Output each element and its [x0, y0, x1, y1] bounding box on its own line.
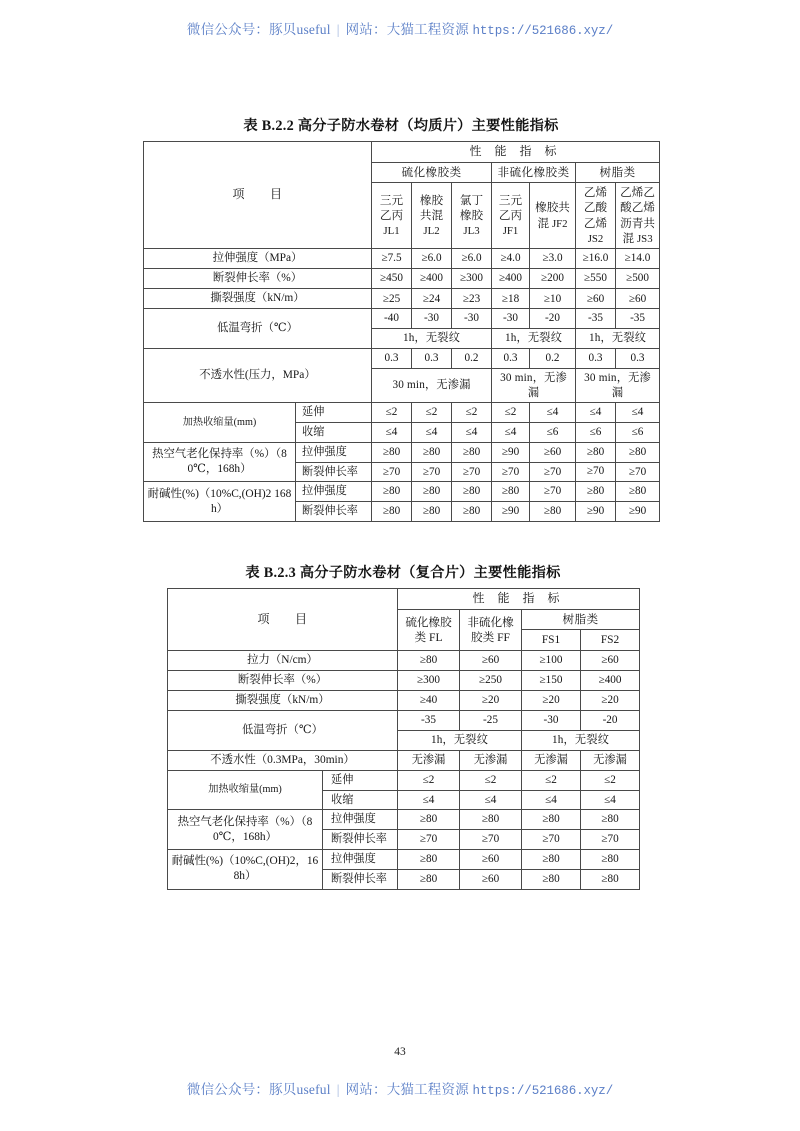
cell-value: ≥70 — [398, 830, 460, 850]
cell-value: ≥80 — [452, 482, 492, 502]
cell-value: ≥20 — [460, 691, 522, 711]
row-label: 耐碱性(%)（10%C,(OH)2 168h） — [144, 482, 296, 522]
sub-row-label: 断裂伸长率 — [323, 830, 398, 850]
column-code: JF2 — [551, 217, 568, 230]
cell-value: ≥24 — [412, 289, 452, 309]
watermark-separator: | — [336, 22, 340, 37]
cell-value: ≤4 — [522, 790, 581, 810]
cell-value: ≥70 — [616, 462, 660, 482]
column-code: 胶类 FF — [471, 631, 510, 644]
cell-value: ≥450 — [372, 269, 412, 289]
cell-value: ≥60 — [616, 289, 660, 309]
cell-value: 0.3 — [372, 349, 412, 369]
cell-value: ≤2 — [412, 403, 452, 423]
sub-row-label: 拉伸强度 — [323, 810, 398, 830]
cell-value: 0.2 — [452, 349, 492, 369]
table-row — [144, 269, 660, 289]
column-code: JS3 — [636, 233, 653, 246]
item-column-header: 项 目 — [168, 589, 398, 651]
site-value: 大猫工程资源 — [386, 22, 469, 37]
sub-row-label: 延伸 — [323, 770, 398, 790]
cell-value: ≥400 — [492, 269, 530, 289]
column-header-fs2 — [581, 630, 640, 651]
cell-value: ≥4.0 — [492, 249, 530, 269]
row-label: 断裂伸长率（%） — [144, 269, 372, 289]
cell-value: ≤2 — [492, 403, 530, 423]
cell-value: ≤2 — [372, 403, 412, 423]
table-row — [144, 142, 660, 163]
cell-value: -35 — [616, 309, 660, 329]
site-url: https://521686.xyz/ — [472, 1084, 614, 1098]
wechat-label: 微信公众号： — [186, 1082, 270, 1097]
site-label: 网站： — [345, 22, 387, 37]
cell-value: ≥70 — [581, 830, 640, 850]
cell-value: -30 — [412, 309, 452, 329]
table-row — [144, 289, 660, 309]
cell-note: 1h，无裂纹 — [522, 731, 640, 751]
cell-value: ≥70 — [522, 830, 581, 850]
cell-value: ≥500 — [616, 269, 660, 289]
group-header-resin: 树脂类 — [522, 609, 640, 629]
table-b23 — [167, 588, 640, 890]
cell-value: 无渗漏 — [398, 750, 460, 770]
cell-value: -30 — [522, 711, 581, 731]
header-watermark — [0, 18, 800, 38]
cell-value: ≥80 — [492, 482, 530, 502]
cell-value: ≤2 — [522, 770, 581, 790]
cell-value: ≥90 — [576, 502, 616, 522]
table-row — [144, 309, 660, 329]
row-label: 撕裂强度（kN/m） — [144, 289, 372, 309]
cell-value: ≤4 — [460, 790, 522, 810]
cell-value: ≤2 — [452, 403, 492, 423]
performance-header: 性 能 指 标 — [398, 589, 640, 610]
group-header-resin: 树脂类 — [576, 162, 660, 182]
group-header-vulcanized: 硫化橡胶类 — [372, 162, 492, 182]
column-code: 类 FL — [414, 631, 443, 644]
group-header-nonvulcanized: 非硫化橡胶类 — [492, 162, 576, 182]
row-label: 加热收缩量(mm) — [168, 770, 323, 810]
cell-value: ≥400 — [412, 269, 452, 289]
cell-value: ≥80 — [460, 810, 522, 830]
cell-value: ≥80 — [412, 502, 452, 522]
sub-row-label: 拉伸强度 — [296, 442, 372, 462]
cell-value: ≥10 — [530, 289, 576, 309]
sub-row-label: 延伸 — [296, 403, 372, 423]
table-row — [144, 349, 660, 369]
cell-value: ≥80 — [581, 810, 640, 830]
cell-value: ≥70 — [530, 462, 576, 482]
row-label: 耐碱性(%)（10%C,(OH)2，168h） — [168, 850, 323, 890]
cell-value: -20 — [581, 711, 640, 731]
cell-value: ≥70 — [492, 462, 530, 482]
cell-value: ≤2 — [460, 770, 522, 790]
cell-value: -25 — [460, 711, 522, 731]
sub-row-label: 断裂伸长率 — [296, 502, 372, 522]
row-label: 低温弯折（℃） — [168, 711, 398, 751]
cell-value: ≥80 — [412, 482, 452, 502]
cell-value: ≥550 — [576, 269, 616, 289]
cell-value: ≥250 — [460, 671, 522, 691]
cell-value: ≥25 — [372, 289, 412, 309]
cell-value: ≥80 — [452, 502, 492, 522]
cell-value: 无渗漏 — [522, 750, 581, 770]
table-row — [168, 770, 640, 790]
cell-value: ≤4 — [412, 423, 452, 443]
column-header-jf2 — [530, 183, 576, 249]
footer-watermark — [0, 1078, 800, 1098]
column-code: JS2 — [587, 233, 604, 246]
cell-value: ≥100 — [522, 651, 581, 671]
cell-value: 0.3 — [412, 349, 452, 369]
cell-value: ≥80 — [372, 482, 412, 502]
cell-value: ≥70 — [460, 830, 522, 850]
cell-value: ≥300 — [452, 269, 492, 289]
cell-value: ≥6.0 — [412, 249, 452, 269]
column-name: 橡胶共混 — [419, 193, 444, 223]
cell-value: ≤2 — [581, 770, 640, 790]
cell-value: ≥80 — [398, 810, 460, 830]
column-header-jl1 — [372, 183, 412, 249]
cell-value: ≥80 — [398, 651, 460, 671]
cell-note: 1h，无裂纹 — [492, 329, 576, 349]
cell-value: 0.3 — [576, 349, 616, 369]
cell-value: ≥80 — [452, 442, 492, 462]
cell-value: ≥60 — [581, 651, 640, 671]
cell-value: ≥90 — [492, 502, 530, 522]
cell-value: ≤6 — [530, 423, 576, 443]
column-code: JL3 — [463, 225, 480, 238]
row-label: 热空气老化保持率（%）（80℃，168h） — [144, 442, 296, 482]
cell-value: -35 — [576, 309, 616, 329]
cell-value: ≤4 — [398, 790, 460, 810]
wechat-label: 微信公众号： — [186, 22, 270, 37]
cell-value: ≥200 — [530, 269, 576, 289]
row-label: 不透水性(压力，MPa） — [144, 349, 372, 403]
row-label: 断裂伸长率（%） — [168, 671, 398, 691]
table-row — [168, 810, 640, 830]
cell-value: ≥3.0 — [530, 249, 576, 269]
site-url: https://521686.xyz/ — [472, 24, 614, 38]
cell-value: -40 — [372, 309, 412, 329]
column-header-js2 — [576, 183, 616, 249]
cell-value: -35 — [398, 711, 460, 731]
table-row — [144, 442, 660, 462]
cell-note: 1h，无裂纹 — [372, 329, 492, 349]
cell-value: 无渗漏 — [460, 750, 522, 770]
cell-value: ≥80 — [522, 850, 581, 870]
cell-value: ≥80 — [616, 482, 660, 502]
cell-value: 0.3 — [616, 349, 660, 369]
cell-note: 30 min，无渗漏 — [492, 368, 576, 403]
cell-value: ≥23 — [452, 289, 492, 309]
table-row — [144, 403, 660, 423]
table-row — [168, 651, 640, 671]
cell-note: 30 min，无渗漏 — [372, 368, 492, 403]
cell-value: ≤4 — [581, 790, 640, 810]
performance-header: 性 能 指 标 — [372, 142, 660, 163]
page-number: 43 — [394, 1046, 406, 1058]
row-label: 拉力（N/cm） — [168, 651, 398, 671]
cell-value: ≥80 — [522, 869, 581, 889]
cell-value: ≥14.0 — [616, 249, 660, 269]
cell-value: ≥20 — [522, 691, 581, 711]
column-code: JF1 — [502, 225, 519, 238]
cell-value: ≤4 — [452, 423, 492, 443]
item-column-header: 项 目 — [144, 142, 372, 249]
cell-value: ≥7.5 — [372, 249, 412, 269]
row-label: 不透水性（0.3MPa，30min） — [168, 750, 398, 770]
cell-value: ≥18 — [492, 289, 530, 309]
cell-value: ≥70 — [412, 462, 452, 482]
cell-value: ≤4 — [576, 403, 616, 423]
cell-value: ≤4 — [372, 423, 412, 443]
cell-value: ≥40 — [398, 691, 460, 711]
cell-value: ≥90 — [492, 442, 530, 462]
wechat-value: 豚贝useful — [269, 22, 331, 37]
cell-value: ≥80 — [372, 502, 412, 522]
cell-value: ≥60 — [460, 850, 522, 870]
cell-note: 1h，无裂纹 — [398, 731, 522, 751]
table-row — [144, 482, 660, 502]
cell-value: ≥16.0 — [576, 249, 616, 269]
cell-value: ≥6.0 — [452, 249, 492, 269]
cell-value: ≤4 — [616, 403, 660, 423]
column-name: 硫化橡胶 — [405, 615, 452, 629]
column-header-jl3 — [452, 183, 492, 249]
column-code: FS1 — [541, 634, 561, 647]
cell-note: 30 min，无渗漏 — [576, 368, 660, 403]
cell-value: ≥80 — [576, 442, 616, 462]
cell-value: ≥80 — [372, 442, 412, 462]
column-header-fl — [398, 609, 460, 650]
column-code: JL1 — [383, 225, 400, 238]
sub-row-label: 收缩 — [296, 423, 372, 443]
cell-value: ≥80 — [412, 442, 452, 462]
cell-value: ≤6 — [616, 423, 660, 443]
cell-value: ≥300 — [398, 671, 460, 691]
cell-value: ≥60 — [460, 651, 522, 671]
cell-value: ≥80 — [398, 850, 460, 870]
cell-value: ≥20 — [581, 691, 640, 711]
cell-value: ≥80 — [398, 869, 460, 889]
wechat-value: 豚贝useful — [269, 1082, 331, 1097]
column-name: 橡胶共混 — [535, 201, 570, 230]
column-name: 非硫化橡 — [467, 615, 514, 629]
sub-row-label: 收缩 — [323, 790, 398, 810]
row-label: 加热收缩量(mm) — [144, 403, 296, 443]
table-row — [168, 711, 640, 731]
site-label: 网站： — [345, 1082, 387, 1097]
table-row — [168, 750, 640, 770]
table-row — [144, 249, 660, 269]
table-row — [168, 691, 640, 711]
watermark-separator: | — [336, 1082, 340, 1097]
cell-value: ≥150 — [522, 671, 581, 691]
table-b23-caption: 表 B.2.3 高分子防水卷材（复合片）主要性能指标 — [245, 565, 561, 581]
column-code: FS2 — [600, 634, 620, 647]
table-b22 — [143, 141, 660, 522]
cell-value: ≤6 — [576, 423, 616, 443]
cell-value: 0.2 — [530, 349, 576, 369]
cell-note: 1h，无裂纹 — [576, 329, 660, 349]
row-label: 热空气老化保持率（%）（80℃，168h） — [168, 810, 323, 850]
table-b22-block — [143, 115, 659, 522]
cell-value: -20 — [530, 309, 576, 329]
cell-value: ≤2 — [398, 770, 460, 790]
table-row — [168, 589, 640, 610]
cell-value: ≥80 — [522, 810, 581, 830]
table-row — [168, 850, 640, 870]
cell-value: ≥80 — [581, 869, 640, 889]
table-row — [168, 671, 640, 691]
column-name: 三元乙丙 — [379, 193, 404, 223]
cell-value: 0.3 — [492, 349, 530, 369]
column-name: 氯丁橡胶 — [459, 193, 484, 223]
cell-value: ≥70 — [576, 462, 616, 482]
cell-value: ≥80 — [616, 442, 660, 462]
column-name: 三元乙丙 — [498, 193, 523, 223]
cell-value: ≥80 — [581, 850, 640, 870]
cell-value: ≥60 — [460, 869, 522, 889]
sub-row-label: 断裂伸长率 — [296, 462, 372, 482]
column-header-ff — [460, 609, 522, 650]
cell-value: ≤4 — [530, 403, 576, 423]
cell-value: -30 — [492, 309, 530, 329]
table-b22-caption: 表 B.2.2 高分子防水卷材（均质片）主要性能指标 — [243, 118, 559, 134]
site-value: 大猫工程资源 — [386, 1082, 469, 1097]
cell-value: ≤4 — [492, 423, 530, 443]
column-header-jl2 — [412, 183, 452, 249]
sub-row-label: 拉伸强度 — [296, 482, 372, 502]
row-label: 低温弯折（℃） — [144, 309, 372, 349]
column-header-fs1 — [522, 630, 581, 651]
cell-value: ≥80 — [530, 502, 576, 522]
column-header-js3 — [616, 183, 660, 249]
column-name: 乙烯乙酸乙烯沥青共混 — [620, 186, 655, 246]
cell-value: ≥70 — [372, 462, 412, 482]
cell-value: ≥400 — [581, 671, 640, 691]
cell-value: ≥90 — [616, 502, 660, 522]
column-name: 乙烯乙酸乙烯 — [583, 186, 608, 230]
cell-value: ≥80 — [576, 482, 616, 502]
cell-value: 无渗漏 — [581, 750, 640, 770]
cell-value: ≥70 — [530, 482, 576, 502]
column-header-jf1 — [492, 183, 530, 249]
cell-value: -30 — [452, 309, 492, 329]
row-label: 撕裂强度（kN/m） — [168, 691, 398, 711]
row-label: 拉伸强度（MPa） — [144, 249, 372, 269]
table-b23-block — [167, 562, 639, 890]
cell-value: ≥60 — [576, 289, 616, 309]
sub-row-label: 拉伸强度 — [323, 850, 398, 870]
cell-value: ≥60 — [530, 442, 576, 462]
cell-value: ≥70 — [452, 462, 492, 482]
column-code: JL2 — [423, 225, 440, 238]
sub-row-label: 断裂伸长率 — [323, 869, 398, 889]
